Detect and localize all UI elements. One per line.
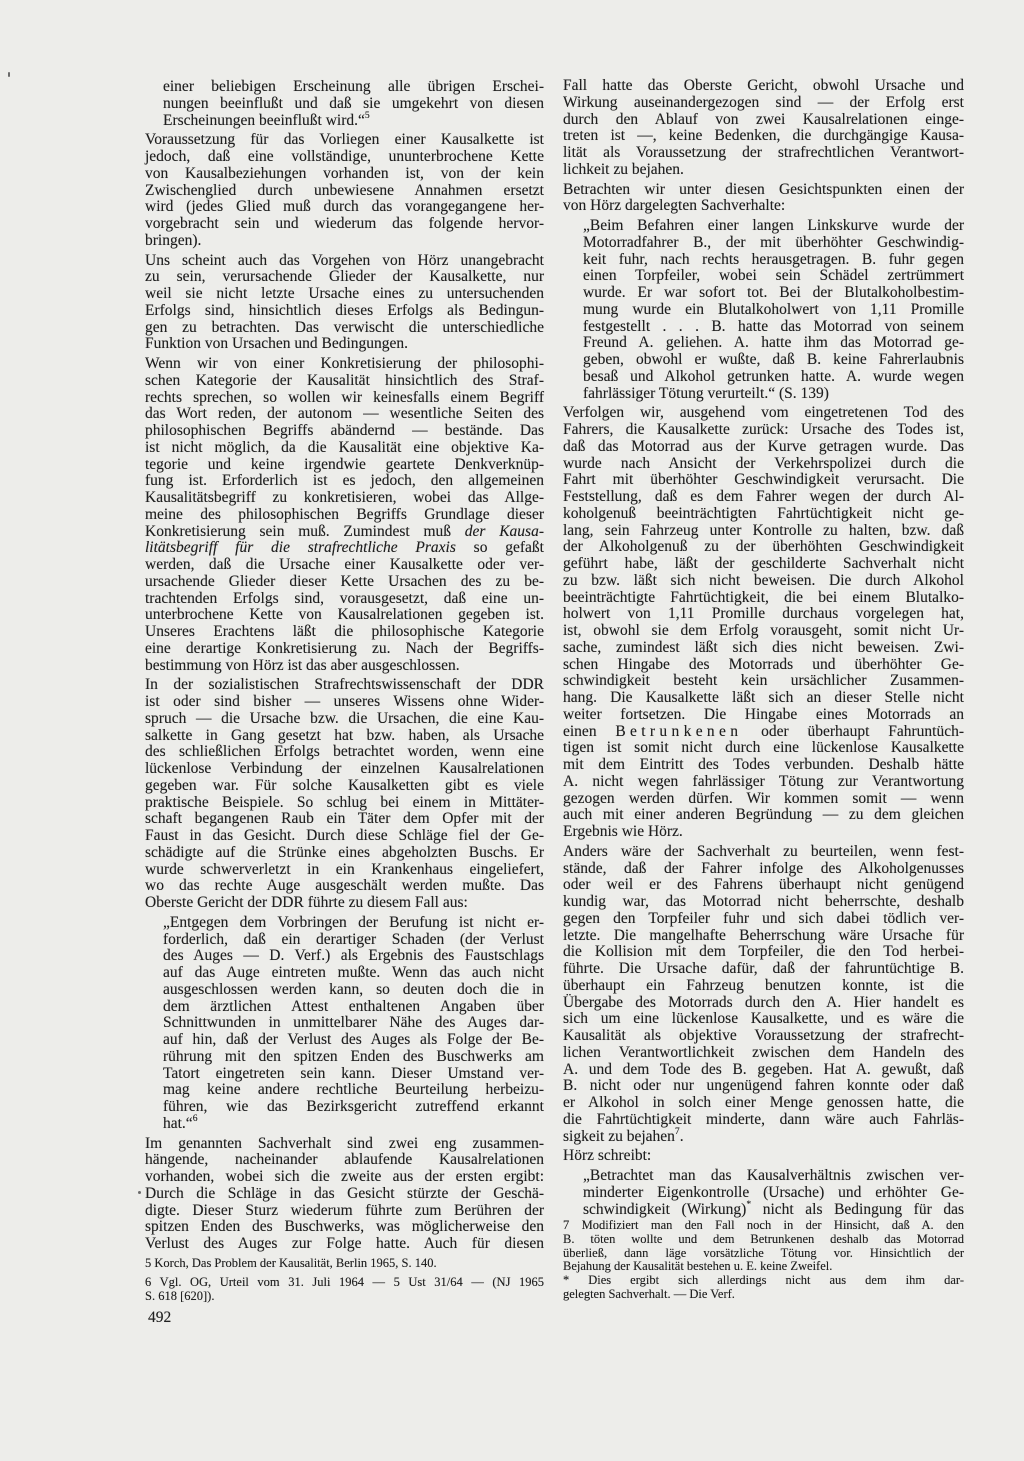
text-line: sache, zumindest läßt sich dies nicht beweisen. Zwi- bbox=[563, 638, 964, 656]
text-line: rechts sprechen, so wollen wir keinesfalls einem Begriff bbox=[145, 388, 544, 406]
text-line: schaft begangenen Raub ein Täter dem Opfer mit der bbox=[145, 810, 544, 828]
text-line: Kausalität als objektive Voraussetzung der strafrecht- bbox=[563, 1027, 964, 1044]
text-line: von Hörz dargelegten Sachverhalte: bbox=[563, 197, 786, 215]
text-line: keit fuhr, nach rechts herausgetragen. B. fuhr gegen bbox=[583, 250, 964, 268]
text-line bbox=[163, 1113, 544, 1133]
text-line: Tatort eingetreten sein kann. Dieser Umstand ver- bbox=[163, 1064, 544, 1082]
text-line: „Betrachtet man das Kausalverhältnis zwischen ver- bbox=[583, 1167, 964, 1184]
text-run: nicht als Bedingung für das bbox=[751, 1200, 964, 1218]
text-line: lückenlose Verbindung der einzelnen Kausalrelationen bbox=[145, 760, 544, 777]
text-line: führen, wie das Bezirksgericht zutreffend erkannt bbox=[163, 1098, 544, 1115]
text-line: zu bzw. läßt sich nicht beweisen. Die durch Alkohol bbox=[563, 571, 964, 589]
text-line: beeinträchtigte Fahrtüchtigkeit, die bei einem Blutalko- bbox=[563, 588, 964, 606]
paragraph bbox=[563, 1148, 964, 1165]
text-line: gezogen werden dürfen. Wir kommen somit — wenn bbox=[563, 789, 964, 807]
text-line: Durch die Schläge in das Gesicht stürzte der Geschä- bbox=[145, 1184, 544, 1202]
paragraph bbox=[145, 132, 544, 249]
paragraph bbox=[563, 405, 964, 841]
text-line: Zwischenglied durch unbewiesene Annahmen ersetzt bbox=[145, 181, 544, 199]
text-line: A. und dem Tode des B. gegeben. Hat A. gewußt, daß bbox=[563, 1060, 964, 1078]
text-line: zu sein, verursachende Glieder der Kausalkette, nur bbox=[145, 268, 544, 286]
text-line: „Entgegen dem Vorbringen der Berufung ist nicht er- bbox=[163, 913, 544, 931]
footnote-marker: * bbox=[746, 1199, 752, 1211]
text-line: führte. Die Ursache dafür, daß der fahruntüchtige B. bbox=[563, 960, 964, 977]
text-line: stände, daß der Fahrer infolge des Alkoholgenusses bbox=[563, 859, 964, 877]
text-run: oder überhaupt Fahruntüch- bbox=[742, 722, 964, 740]
text-line bbox=[145, 540, 544, 557]
text-line: die Kollision mit dem Torpfeiler, die den Tod herbei- bbox=[563, 943, 964, 961]
text-line: lichen Verantwortlichkeit zwischen dem Handeln des bbox=[563, 1043, 964, 1061]
text-line: salkette in Gang gesetzt hat bzw. haben, als Ursache bbox=[145, 726, 544, 744]
right-footnotes bbox=[563, 1219, 964, 1302]
text-line: die Fahrtüchtigkeit minderte, dann wäre auch Fahrläs- bbox=[563, 1110, 964, 1128]
footnote-marker: 7 bbox=[674, 1126, 680, 1138]
text-line: meine des philosophischen Begriffs Grundlage dieser bbox=[145, 505, 544, 523]
text-line: praktische Beispiele. So schlug bei einem in Mittäter- bbox=[145, 793, 544, 811]
text-line bbox=[163, 110, 544, 130]
paragraph bbox=[563, 182, 964, 216]
text-line: schädigte auf die Strünke eines abgeholzten Buschs. Er bbox=[145, 843, 544, 861]
text-line: Funktion von Ursachen und Bedingungen. bbox=[145, 335, 409, 353]
text-line: holwert von 1,11 Promille durchaus vorgelegen hat, bbox=[563, 605, 964, 623]
text-line: Fahrt mit überhöhter Geschwindigkeit verursacht. Die bbox=[563, 471, 964, 489]
footnote-marker: 5 bbox=[364, 110, 370, 122]
text-line: schen Kategorie der Kausalität hinsichtlich des Straf- bbox=[145, 371, 544, 389]
text-line: In der sozialistischen Strafrechtswissenschaft der DDR bbox=[145, 676, 544, 694]
text-line: 5 Korch, Das Problem der Kausalität, Berlin 1965, S. 140. bbox=[145, 1256, 437, 1270]
text-line: des Auges — D. Verf.) als Ergebnis des Faustschlags bbox=[163, 947, 544, 965]
text-line: mit dem Eintritt des Todes verbunden. Deshalb hätte bbox=[563, 756, 964, 773]
text-line: * Dies ergibt sich allerdings nicht aus dem ihm dar- bbox=[563, 1273, 964, 1288]
block-quote bbox=[163, 915, 544, 1133]
text-line: geben, obwohl er wußte, daß B. keine Fahrerlaubnis bbox=[583, 351, 964, 368]
page-number: 492 bbox=[148, 1309, 172, 1326]
text-line: wurde. Er war sofort tot. Bei der Blutalkoholbestim- bbox=[583, 284, 964, 301]
footnote bbox=[145, 1276, 544, 1304]
text-line: A. nicht wegen fahrlässiger Tötung zur Verantwortung bbox=[563, 772, 964, 790]
paragraph bbox=[145, 253, 544, 354]
text-run: schwindigkeit (Wirkung) bbox=[583, 1200, 747, 1218]
text-line: ist oder sind bisher — unseres Wissens ohne Wider- bbox=[145, 693, 544, 710]
text-line: Fall hatte das Oberste Gericht, obwohl Ursache und bbox=[563, 77, 964, 94]
text-run: Erscheinungen beeinflußt wird.“ bbox=[163, 111, 365, 129]
paragraph bbox=[145, 356, 544, 674]
text-line: gelegten Sachverhalt. — Die Verf. bbox=[563, 1286, 735, 1301]
text-line: lichkeit zu bejahen. bbox=[563, 160, 684, 178]
text-line: gen zu betrachten. Das verwischt die unterschiedliche bbox=[145, 318, 544, 336]
text-line: B. nicht oder nur ungenügend fahren konnte oder daß bbox=[563, 1077, 964, 1095]
text-run: Konkretisierung sein muß. Zumindest muß bbox=[145, 522, 465, 540]
text-line: 6 Vgl. OG, Urteil vom 31. Juli 1964 — 5 Ust 31/64 — (NJ 1965 bbox=[145, 1274, 544, 1289]
text-line: vorhanden, wobei sich die zweite aus der ersten ergibt: bbox=[145, 1168, 544, 1185]
text-line: spitzen Enden des Buschwerks, was möglicherweise den bbox=[145, 1218, 544, 1236]
text-line bbox=[145, 524, 544, 541]
text-line: der Alkoholgenuß zu der überhöhten Geschwindigkeit bbox=[563, 538, 964, 556]
text-line: nungen beeinflußt und daß sie umgekehrt von diesen bbox=[163, 94, 544, 112]
text-line: Oberste Gericht der DDR führte zu diesem Fall aus: bbox=[145, 894, 468, 911]
text-line: wird (jedes Glied muß durch das vorangegangene her- bbox=[145, 198, 544, 216]
text-line: gegeben war. Für solche Kausalketten gibt es viele bbox=[145, 776, 544, 794]
spaced-emphasis-text: Betrunkenen bbox=[615, 722, 743, 740]
text-line: 7 Modifiziert man den Fall noch in der Hinsicht, daß A. den bbox=[563, 1218, 964, 1232]
text-line: Motorradfahrer B., der mit überhöhter Geschwindig- bbox=[583, 233, 964, 251]
paragraph bbox=[145, 1136, 544, 1253]
text-line: jedoch, daß eine vollständige, ununterbrochene Kette bbox=[145, 148, 544, 165]
paragraph bbox=[563, 78, 964, 179]
text-run: so gefaßt bbox=[455, 539, 544, 557]
left-footnotes bbox=[145, 1257, 544, 1308]
text-line: auch mit einer anderen Begründung — zu dem gleichen bbox=[563, 806, 964, 824]
text-line bbox=[583, 1199, 964, 1219]
text-line: schen Hingabe des Motorrads und überhöhter Ge- bbox=[563, 655, 964, 673]
text-line: hängende, nacheinander ablaufende Kausalrelationen bbox=[145, 1151, 544, 1169]
emphasis-text: litätsbegriff für die strafrechtliche Praxis bbox=[145, 539, 456, 557]
text-line: unterbrochene Kette von Kausalrelationen gegeben ist. bbox=[145, 606, 544, 624]
text-line bbox=[563, 1126, 964, 1146]
text-line: trachtenden Erfolgs sind, vorausgesetzt, daß eine un- bbox=[145, 589, 544, 607]
text-line: wurde schwerverletzt in ein Krankenhaus eingeliefert, bbox=[145, 860, 544, 878]
paragraph bbox=[145, 677, 544, 912]
text-line: kundig war, das Motorrad nicht beherrschte, deshalb bbox=[563, 893, 964, 910]
paragraph bbox=[563, 844, 964, 1146]
text-line: spruch — die Ursache bzw. die Ursachen, die eine Kau- bbox=[145, 709, 544, 727]
left-column bbox=[145, 79, 544, 1256]
text-line: Uns scheint auch das Vorgehen von Hörz unangebracht bbox=[145, 251, 544, 269]
text-line: eine derartige Konkretisierung zu. Nach der Begriffs- bbox=[145, 639, 544, 657]
text-line: überhaupt ein Fahrzeug benutzen konnte, ist die bbox=[563, 976, 964, 994]
text-line: überließ, dann läge vorsätzliche Tötung vor. Hinsichtlich der bbox=[563, 1245, 964, 1260]
text-line: des schließlichen Erfolgs betrachtet worden, wenn eine bbox=[145, 743, 544, 761]
text-line: minderter Eigenkontrolle (Ursache) und erhöhter Ge- bbox=[583, 1183, 964, 1201]
text-line: S. 618 [620]). bbox=[145, 1288, 215, 1303]
text-line: tigen ist somit nicht durch eine lückenlose Kausalkette bbox=[563, 739, 964, 757]
text-line: Freund A. geliehen. A. hatte ihm das Motorrad ge- bbox=[583, 334, 964, 352]
text-line: Unseres Erachtens läßt die philosophische Kategorie bbox=[145, 623, 544, 640]
text-line: Ergebnis wie Hörz. bbox=[563, 823, 683, 840]
text-line: schwindigkeit besteht kein ursächlicher Zusammen- bbox=[563, 672, 964, 690]
text-line: Schnittwunden in unmittelbarer Nähe des Auges dar- bbox=[163, 1014, 544, 1032]
text-line: Betrachten wir unter diesen Gesichtspunkten einen der bbox=[563, 180, 964, 198]
text-line: Bejahung der Kausalität bestehen u. E. keine Zweifel. bbox=[563, 1259, 833, 1274]
text-run: einen bbox=[563, 722, 616, 740]
text-line: fung ist. Erforderlich ist es jedoch, den allgemeinen bbox=[145, 472, 544, 490]
text-line: hang. Die Kausalkette läßt sich an dieser Stelle nicht bbox=[563, 689, 964, 706]
text-line: „Beim Befahren einer langen Linkskurve wurde der bbox=[583, 217, 964, 234]
text-run: sigkeit zu bejahen bbox=[563, 1127, 675, 1145]
text-line: weil sie nicht letzte Ursache eines zu untersuchenden bbox=[145, 285, 544, 302]
text-line: von Kausalbeziehungen vorhanden ist, von der kein bbox=[145, 164, 544, 182]
text-line: einer beliebigen Erscheinung alle übrigen Erschei- bbox=[163, 78, 544, 95]
text-line: ursachende Glieder dieser Kette Ursachen des zu be- bbox=[145, 572, 544, 590]
block-quote bbox=[583, 218, 964, 402]
text-line: digte. Dieser Sturz wiederum führte zum Berühren der bbox=[145, 1201, 544, 1219]
text-line: Anders wäre der Sachverhalt zu beurteilen, wenn fest- bbox=[563, 842, 964, 860]
text-line: Wenn wir von einer Konkretisierung der philosophi- bbox=[145, 355, 544, 372]
text-line: das Wort reden, der autonom — wesentliche Seiten des bbox=[145, 405, 544, 423]
text-line bbox=[563, 724, 964, 741]
scan-speck bbox=[138, 1191, 141, 1194]
text-line: Kausalitätsbegriff zu konkretisieren, wobei das Allge- bbox=[145, 489, 544, 506]
text-line: forderlich, daß ein derartiger Schaden (der Verlust bbox=[163, 930, 544, 948]
text-line: durch den Ablauf von zwei Kausalrelationen einge- bbox=[563, 110, 964, 128]
text-line: auf hin, daß der Verlust des Auges als Folge der Be- bbox=[163, 1031, 544, 1048]
block-quote bbox=[583, 1168, 964, 1218]
emphasis-text: der Kausa- bbox=[464, 522, 545, 540]
text-line: Verlust des Auges zur Folge hatte. Auch für diesen bbox=[145, 1235, 544, 1252]
text-line: fahrlässiger Tötung verurteilt.“ (S. 139) bbox=[583, 384, 829, 402]
text-line: Voraussetzung für das Vorliegen einer Kausalkette ist bbox=[145, 131, 544, 149]
text-line: einen Torpfeiler, wobei sein Schädel zertrümmert bbox=[583, 267, 964, 285]
text-line: letzte. Die mangelhafte Beherrschung wäre Ursache für bbox=[563, 926, 964, 944]
text-line: mung wurde ein Blutalkoholwert von 1,11 Promille bbox=[583, 300, 964, 318]
text-line: geführt habe, läßt der geschilderte Sachverhalt nicht bbox=[563, 555, 964, 572]
block-quote bbox=[163, 79, 544, 129]
text-line: er Alkohol in solch einer Menge genossen hatte, die bbox=[563, 1094, 964, 1111]
text-line: Hörz schreibt: bbox=[563, 1147, 652, 1165]
text-line: werden, daß die Ursache einer Kausalkette oder ver- bbox=[145, 556, 544, 573]
text-line: bringen). bbox=[145, 231, 202, 249]
text-line: treten ist —, keine Bedenken, die durchgängige Kausa- bbox=[563, 127, 964, 145]
text-line: ist nicht möglich, da die Kausalität eine objektive Ka- bbox=[145, 438, 544, 456]
text-run: hat.“ bbox=[163, 1114, 193, 1132]
text-line: festgestellt . . . B. hatte das Motorrad von seinem bbox=[583, 317, 964, 335]
text-line: Wirkung auseinandergezogen sind — der Erfolg erst bbox=[563, 93, 964, 111]
text-line: ausgeschlossen werden kann, so deuten doch die in bbox=[163, 980, 544, 998]
text-line: Übergabe des Motorrads durch den A. Hier handelt es bbox=[563, 993, 964, 1011]
text-line: wo das rechte Auge ausgeschält werden mußte. Das bbox=[145, 877, 544, 895]
text-line: rührung mit den spitzen Enden des Buschwerks am bbox=[163, 1047, 544, 1065]
text-line: besaß und Alkohol getrunken hatte. A. wurde wegen bbox=[583, 367, 964, 385]
footnote bbox=[563, 1274, 964, 1302]
text-line: lang, sein Fahrzeug unter Kontrolle zu halten, bzw. daß bbox=[563, 521, 964, 539]
text-line: Feststellung, daß es dem Fahrer wegen der durch Al- bbox=[563, 488, 964, 505]
right-column bbox=[563, 78, 964, 1221]
scan-speck bbox=[8, 72, 10, 77]
text-line: dem ärztlichen Attest enthaltenen Angaben über bbox=[163, 997, 544, 1015]
text-run: . bbox=[679, 1127, 684, 1145]
footnote bbox=[145, 1257, 544, 1271]
text-line: ist, obwohl sie dem Erfolg vorausgeht, somit nicht Ur- bbox=[563, 622, 964, 639]
text-line: Fahrers, die Kausalkette zurück: Ursache des Todes ist, bbox=[563, 421, 964, 438]
text-line: Im genannten Sachverhalt sind zwei eng zusammen- bbox=[145, 1134, 544, 1152]
text-line: Verfolgen wir, ausgehend vom eingetretenen Tod des bbox=[563, 404, 964, 422]
text-line: gegen den Torpfeiler fuhr und sich dabei tödlich ver- bbox=[563, 909, 964, 927]
text-line: wurde nach Ansicht der Verkehrspolizei durch die bbox=[563, 454, 964, 472]
text-line: auf das Auge eintreten mußte. Wenn das auch nicht bbox=[163, 964, 544, 981]
text-line: bestimmung von Hörz ist das aber ausgeschlossen. bbox=[145, 656, 460, 674]
text-line: philosophischen Begriffs abändernd — bestände. Das bbox=[145, 422, 544, 439]
text-line: Faust in das Gesicht. Durch diese Schläge fiel der Ge- bbox=[145, 827, 544, 844]
text-line: daß das Motorrad aus der Kurve getragen wurde. Das bbox=[563, 437, 964, 455]
text-line: mag keine andere rechtliche Beurteilung herbeizu- bbox=[163, 1081, 544, 1099]
text-line: koholgenuß beeinträchtigten Fahrtüchtigkeit nicht ge- bbox=[563, 504, 964, 522]
text-line: lität als Voraussetzung der strafrechtlichen Verantwort- bbox=[563, 144, 964, 161]
footnote bbox=[563, 1219, 964, 1274]
text-line: B. töten wollte und dem Betrunkenen deshalb das Motorrad bbox=[563, 1231, 964, 1246]
text-line: oder weil er des Fahrens überhaupt nicht genügend bbox=[563, 876, 964, 894]
text-line: tegorie und keine irgendwie geartete Denkverknüp- bbox=[145, 455, 544, 473]
text-line: Erfolgs sind, hinsichtlich dieses Erfolgs als Bedingun- bbox=[145, 301, 544, 319]
text-line: sich um eine lückenlose Kausalkette, und es wäre die bbox=[563, 1010, 964, 1028]
footnote-marker: 6 bbox=[192, 1113, 198, 1125]
text-line: vorgebracht sein und wiederum das folgende hervor- bbox=[145, 215, 544, 232]
text-line: weiter fortsetzen. Die Hingabe eines Motorrads an bbox=[563, 705, 964, 723]
